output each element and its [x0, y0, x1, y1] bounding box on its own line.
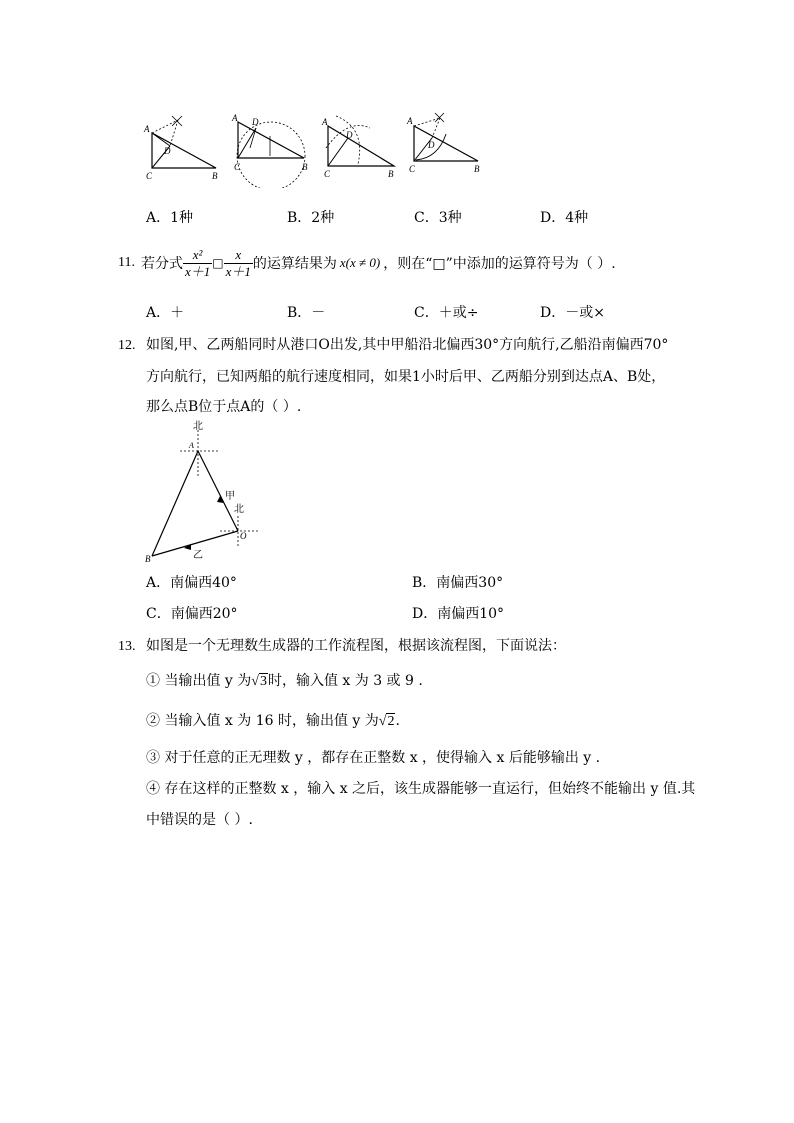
- fig4-label-b: B: [474, 164, 480, 174]
- q11-option-c: C．＋或÷: [414, 305, 479, 321]
- q12-option-b: B．南偏西30°: [412, 575, 504, 591]
- fig2-label-d: D: [252, 117, 259, 127]
- q12-label-yi: 乙: [193, 550, 203, 561]
- q10-option-d: D．4种: [540, 210, 589, 226]
- fig1-label-a: A: [144, 124, 150, 134]
- q13-s1-post: 时，输入值 x 为 3 或 9 .: [267, 673, 423, 689]
- q12-label-jia: 甲: [225, 491, 235, 502]
- q12-option-d: D．南偏西10°: [412, 606, 505, 622]
- fig2-label-b: B: [302, 162, 308, 172]
- q12-line-3: 那么点B位于点A的（ ）.: [146, 399, 302, 415]
- fig1-label-c: C: [146, 171, 153, 181]
- q12-label-a: A: [189, 441, 194, 450]
- q13-s1-pre: ① 当输出值 y 为: [146, 673, 252, 689]
- q13-s1-radicand: 3: [259, 674, 267, 689]
- q13-s2-radicand: 2: [387, 714, 395, 729]
- q11-option-d: D．－或×: [540, 305, 605, 321]
- q11-frac2-denominator: x＋1: [225, 263, 251, 279]
- q10-option-b: B．2种: [287, 210, 335, 226]
- q12-north-label-a: 北: [193, 421, 203, 432]
- fig1-label-d: D: [164, 146, 171, 156]
- q11-frac1-denominator: x＋1: [184, 263, 211, 279]
- fig3-label-c: C: [324, 169, 331, 179]
- q13-statement-3: ③ 对于任意的正无理数 y ，都存在正整数 x ，使得输入 x 后能够输出 y .: [146, 750, 601, 766]
- fig3-label-b: B: [388, 169, 394, 179]
- q11-result: x(x ≠ 0): [339, 255, 381, 270]
- q13-line-intro: [118, 635, 566, 655]
- q12-line-1: [118, 334, 668, 354]
- q12-north-label-o: 北: [234, 504, 244, 515]
- q12-figure: [140, 418, 270, 566]
- q11-prefix: 若分式: [140, 256, 183, 272]
- q13-statement-1: [146, 670, 423, 690]
- q12-option-a: A．南偏西40°: [146, 575, 237, 591]
- q11-box-symbol: □: [212, 256, 224, 270]
- q12-option-c: C．南偏西20°: [146, 606, 238, 622]
- q13-s2-pre: ② 当输入值 x 为 16 时，输出值 y 为: [146, 713, 379, 729]
- q13-intro: 如图是一个无理数生成器的工作流程图，根据该流程图，下面说法：: [145, 638, 566, 654]
- q11-mid: 的运算结果为: [252, 256, 337, 272]
- q13-s2-post: .: [395, 713, 400, 729]
- q11-frac2-numerator: x: [224, 247, 253, 264]
- q11-fraction-2: [224, 247, 253, 280]
- q10-figure-2: [231, 113, 308, 188]
- q12-text-1: 如图,甲、乙两船同时从港口O出发,其中甲船沿北偏西30°方向航行,乙船沿南偏西70°: [145, 337, 669, 353]
- q10-figure-3: [321, 116, 394, 179]
- fig1-label-b: B: [212, 171, 218, 181]
- q13-s2-sqrt: √2: [378, 714, 395, 729]
- q11-option-b: B．－: [287, 305, 326, 321]
- q11-stem: [118, 244, 616, 282]
- q11-option-a: A．＋: [146, 305, 185, 321]
- q12-label-b: B: [145, 554, 151, 564]
- q13-number: 13.: [118, 639, 136, 654]
- fig3-label-d: D: [346, 130, 353, 140]
- fig2-label-c: C: [234, 162, 241, 172]
- q11-frac1-numerator: x²: [183, 247, 212, 264]
- q12-line-2: 方向航行，已知两船的航行速度相同，如果1小时后甲、乙两船分别到达点A、B处，: [146, 369, 666, 385]
- fig2-label-a: A: [232, 113, 238, 123]
- q10-option-a: A．1种: [146, 210, 194, 226]
- q11-suffix: ，则在“□”中添加的运算符号为（ ）.: [383, 256, 616, 272]
- fig3-label-a: A: [322, 117, 328, 127]
- q10-figure-1: [143, 116, 218, 181]
- q13-statement-2: [146, 710, 400, 730]
- q10-option-c: C．3种: [414, 210, 462, 226]
- fig4-label-a: A: [407, 116, 413, 126]
- q13-s1-sqrt: √3: [251, 674, 267, 689]
- q10-figures: [138, 108, 498, 188]
- fig4-label-c: C: [409, 164, 416, 174]
- q13-statement-4-cont: 中错误的是（ ）.: [146, 812, 253, 828]
- q11-fraction-1: [183, 247, 212, 280]
- fig4-label-d: D: [428, 140, 435, 150]
- q12-number: 12.: [118, 338, 136, 353]
- q13-statement-4: ④ 存在这样的正整数 x ，输入 x 之后，该生成器能够一直运行，但始终不能输出 y 值.其: [146, 781, 696, 797]
- q11-number: 11.: [118, 255, 135, 270]
- q10-figure-4: [406, 113, 480, 174]
- q12-label-o: O: [240, 531, 247, 541]
